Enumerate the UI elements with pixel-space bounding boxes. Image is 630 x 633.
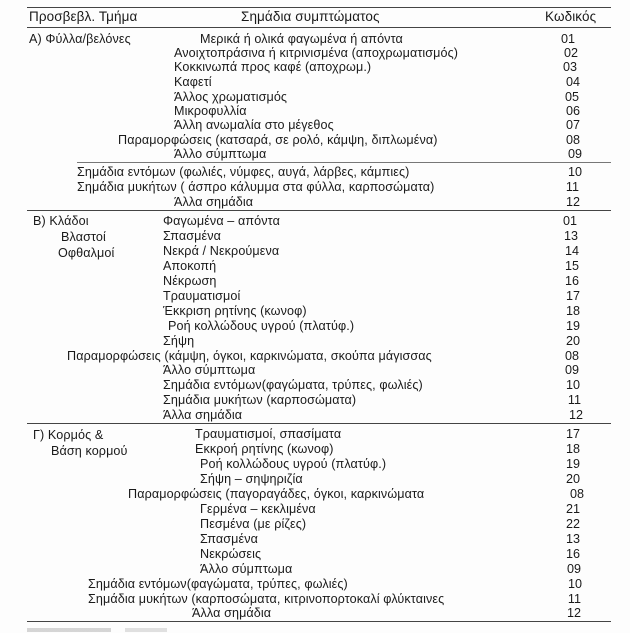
section-b-code: 11 [567,393,581,407]
section-c-title: Γ) Κορμός & [33,428,104,442]
section-b-code: 15 [564,259,579,273]
section-c-code: 16 [565,547,580,561]
top-rule [27,7,611,8]
section-c-code: 17 [565,427,580,441]
section-c-row: Παραμορφώσεις (παγοραγάδες, όγκοι, καρκινώματα [128,487,425,501]
section-a-code: 05 [564,90,579,104]
section-a-row: Κοκκινωπά προς καφέ (αποχρωμ.) [174,60,372,74]
section-b-row: Ροή κολλώδους υγρού (πλατύφ.) [168,319,355,333]
section-b-row: Τραυματισμοί [163,289,241,303]
section-b-title-branches: Βλαστοί [61,230,106,244]
section-a-row: Ανοιχτοπράσινα ή κιτρινισμένα (αποχρωματισμός) [174,46,459,60]
section-c-code: 13 [565,532,580,546]
section-b-row: Σήψη [163,334,195,348]
section-a-row: Καφετί [174,75,212,89]
section-a-code: 11 [565,180,579,194]
section-a-title: Α) Φύλλα/βελόνες [29,32,131,46]
section-b-code: 16 [564,274,579,288]
section-b-code: 12 [568,408,583,422]
section-a-code: 12 [565,195,580,209]
section-c-code: 19 [565,457,580,471]
section-b-row: Παραμορφώσεις (κάμψη, όγκοι, καρκινώματα, σκούπα μάγισσας [67,349,432,363]
section-b-row: Άλλα σημάδια [163,408,243,422]
section-c-code: 20 [565,472,580,486]
section-c-row: Σήψη – σηψηριζία [200,472,303,486]
section-c-code: 09 [566,562,581,576]
section-a-code: 01 [560,32,575,46]
section-a-row: Μικροφυλλία [174,104,247,118]
section-a-row: Μερικά ή ολικά φαγωμένα ή απόντα [200,32,403,46]
section-b-title: Β) Κλάδοι [33,214,89,228]
section-b-code: 01 [562,214,577,228]
section-c-title-base: Βάση κορμού [51,444,128,458]
section-c-code: 11 [567,592,581,606]
section-c-row: Πεσμένα (με ρίζες) [200,517,307,531]
header-rule [27,27,611,28]
section-c-code: 08 [569,487,584,501]
section-c-code: 12 [566,606,581,620]
section-a-row: Άλλη ανωμαλία στο μέγεθος [174,118,334,132]
section-b-row: Φαγωμένα – απόντα [163,214,280,228]
section-a-code: 03 [562,60,577,74]
section-c-row: Εκκροή ρητίνης (κωνοφ) [195,442,334,456]
section-b-row: Σημάδια εντόμων(φαγώματα, τρύπες, φωλιές) [163,378,423,392]
section-b-row: Αποκοπή [163,259,217,273]
section-b-code: 08 [564,349,579,363]
header-affected-part: Προσβεβλ. Τμήμα [29,9,138,24]
section-b-code: 14 [564,244,579,258]
section-b-row: Νέκρωση [163,274,217,288]
section-a-row: Σημάδια εντόμων (φωλιές, νύμφες, αυγά, λάρβες, κάμπιες) [77,165,410,179]
section-b-code: 09 [564,363,579,377]
section-a-row: Παραμορφώσεις (κατσαρά, σε ρολό, κάμψη, διπλωμένα) [118,133,438,147]
section-c-row: Νεκρώσεις [200,547,262,561]
section-a-bottom-rule [27,210,611,211]
section-c-code: 22 [565,517,580,531]
section-b-code: 13 [563,229,578,243]
section-a-code: 02 [563,46,578,60]
section-a-code: 07 [565,118,580,132]
header-symptom-signs: Σημάδια συμπτώματος [241,9,380,24]
section-b-code: 18 [565,304,580,318]
section-b-row: Άλλο σύμπτωμα [163,363,256,377]
section-c-row: Σημάδια μυκήτων (καρποσώματα, κιτρινοπορτοκαλί φλύκταινες [88,592,445,606]
section-b-bottom-rule [27,423,611,424]
section-a-code: 06 [565,104,580,118]
section-a-row: Άλλος χρωματισμός [174,90,288,104]
cropped-caption-fragment [27,622,167,632]
section-c-row: Σημάδια εντόμων(φαγώματα, τρύπες, φωλιές) [88,577,348,591]
section-b-row: Νεκρά / Νεκρούμενα [163,244,280,258]
section-a-row: Άλλα σημάδια [174,195,254,209]
section-b-row: Σημάδια μυκήτων (καρποσώματα) [163,393,357,407]
section-a-row: Σημάδια μυκήτων ( άσπρο κάλυμμα στα φύλλα, καρποσώματα) [77,180,435,194]
section-b-code: 17 [565,289,580,303]
section-a-code: 10 [567,165,582,179]
section-a-row: Άλλο σύμπτωμα [174,147,267,161]
section-b-code: 10 [565,378,580,392]
section-a-code: 09 [567,147,582,161]
section-c-row: Γερμένα – κεκλιμένα [200,502,316,516]
section-c-code: 10 [567,577,582,591]
section-c-row: Ροή κολλώδους υγρού (πλατύφ.) [200,457,387,471]
section-a-code: 04 [565,75,580,89]
section-a-inner-rule [77,162,611,163]
section-c-code: 21 [565,502,580,516]
section-b-row: Έκκριση ρητίνης (κωνοφ) [163,304,307,318]
section-c-code: 18 [565,442,580,456]
section-c-row: Άλλο σύμπτωμα [200,562,293,576]
section-b-code: 19 [565,319,580,333]
section-a-code: 08 [565,133,580,147]
section-b-title-buds: Οφθαλμοί [58,246,115,260]
header-code: Κωδικός [545,9,597,24]
section-c-row: Άλλα σημάδια [192,606,272,620]
section-b-row: Σπασμένα [163,229,221,243]
section-c-row: Σπασμένα [200,532,258,546]
section-b-code: 20 [565,334,580,348]
section-c-row: Τραυματισμοί, σπασίματα [195,427,342,441]
